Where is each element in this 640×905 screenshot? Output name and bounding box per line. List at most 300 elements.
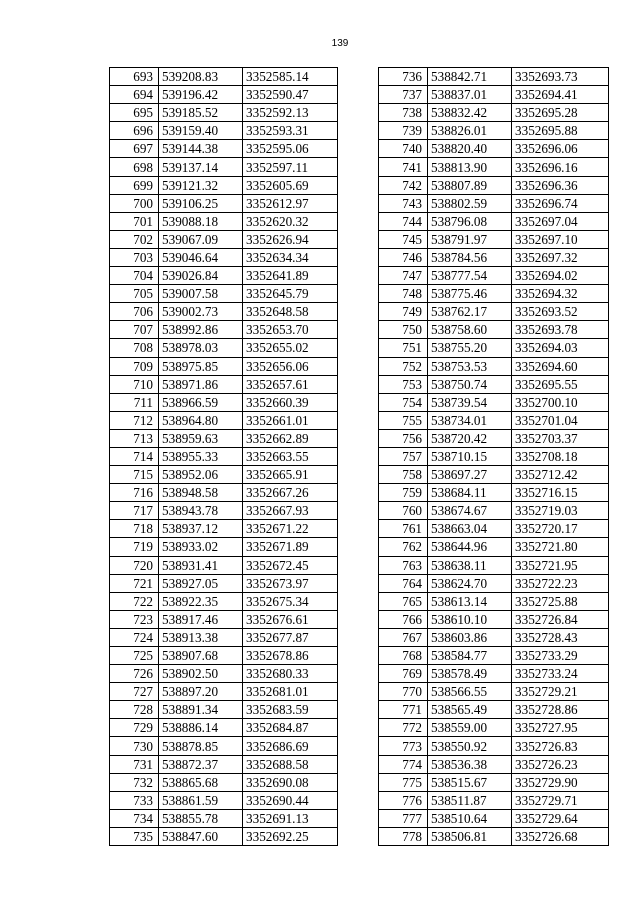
point-number-cell: 755: [379, 411, 428, 429]
point-number-cell: 729: [110, 719, 159, 737]
x-coordinate-cell: 538902.50: [159, 665, 243, 683]
table-row: [379, 447, 609, 465]
table-row: [110, 610, 338, 628]
y-coordinate-cell: 3352694.32: [512, 285, 609, 303]
y-coordinate-cell: 3352681.01: [243, 683, 338, 701]
y-coordinate-cell: 3352671.22: [243, 520, 338, 538]
table-row: [110, 230, 338, 248]
table-row: [110, 158, 338, 176]
x-coordinate-cell: 538807.89: [428, 176, 512, 194]
point-number-cell: 703: [110, 248, 159, 266]
x-coordinate-cell: 538734.01: [428, 411, 512, 429]
point-number-cell: 752: [379, 357, 428, 375]
table-row: [110, 357, 338, 375]
x-coordinate-cell: 538753.53: [428, 357, 512, 375]
point-number-cell: 716: [110, 484, 159, 502]
table-row: [379, 647, 609, 665]
table-row: [379, 122, 609, 140]
x-coordinate-cell: 538697.27: [428, 466, 512, 484]
y-coordinate-cell: 3352721.80: [512, 538, 609, 556]
y-coordinate-cell: 3352728.43: [512, 628, 609, 646]
page-number: 139: [331, 38, 349, 49]
table-row: [110, 773, 338, 791]
y-coordinate-cell: 3352667.93: [243, 502, 338, 520]
x-coordinate-cell: 538510.64: [428, 809, 512, 827]
x-coordinate-cell: 538511.87: [428, 791, 512, 809]
y-coordinate-cell: 3352595.06: [243, 140, 338, 158]
y-coordinate-cell: 3352645.79: [243, 285, 338, 303]
y-coordinate-cell: 3352676.61: [243, 610, 338, 628]
y-coordinate-cell: 3352733.29: [512, 647, 609, 665]
table-row: [379, 556, 609, 574]
x-coordinate-cell: 538775.46: [428, 285, 512, 303]
table-row: [379, 809, 609, 827]
y-coordinate-cell: 3352690.08: [243, 773, 338, 791]
table-row: [110, 194, 338, 212]
point-number-cell: 726: [110, 665, 159, 683]
y-coordinate-cell: 3352683.59: [243, 701, 338, 719]
y-coordinate-cell: 3352700.10: [512, 393, 609, 411]
y-coordinate-cell: 3352721.95: [512, 556, 609, 574]
x-coordinate-cell: 538927.05: [159, 574, 243, 592]
table-row: [379, 393, 609, 411]
table-row: [379, 628, 609, 646]
x-coordinate-cell: 538565.49: [428, 701, 512, 719]
point-number-cell: 711: [110, 393, 159, 411]
point-number-cell: 778: [379, 827, 428, 845]
table-row: [379, 140, 609, 158]
y-coordinate-cell: 3352719.03: [512, 502, 609, 520]
x-coordinate-cell: 538937.12: [159, 520, 243, 538]
table-row: [379, 737, 609, 755]
point-number-cell: 749: [379, 303, 428, 321]
y-coordinate-cell: 3352729.64: [512, 809, 609, 827]
table-row: [379, 86, 609, 104]
y-coordinate-cell: 3352678.86: [243, 647, 338, 665]
y-coordinate-cell: 3352585.14: [243, 68, 338, 86]
y-coordinate-cell: 3352696.36: [512, 176, 609, 194]
x-coordinate-cell: 539121.32: [159, 176, 243, 194]
table-row: [379, 755, 609, 773]
y-coordinate-cell: 3352729.71: [512, 791, 609, 809]
point-number-cell: 732: [110, 773, 159, 791]
point-number-cell: 696: [110, 122, 159, 140]
table-row: [110, 212, 338, 230]
point-number-cell: 765: [379, 592, 428, 610]
point-number-cell: 702: [110, 230, 159, 248]
y-coordinate-cell: 3352693.78: [512, 321, 609, 339]
table-row: [110, 665, 338, 683]
table-row: [110, 719, 338, 737]
y-coordinate-cell: 3352697.10: [512, 230, 609, 248]
y-coordinate-cell: 3352686.69: [243, 737, 338, 755]
x-coordinate-cell: 538515.67: [428, 773, 512, 791]
y-coordinate-cell: 3352694.02: [512, 267, 609, 285]
y-coordinate-cell: 3352701.04: [512, 411, 609, 429]
y-coordinate-cell: 3352590.47: [243, 86, 338, 104]
point-number-cell: 777: [379, 809, 428, 827]
x-coordinate-cell: 538878.85: [159, 737, 243, 755]
point-number-cell: 697: [110, 140, 159, 158]
y-coordinate-cell: 3352661.01: [243, 411, 338, 429]
y-coordinate-cell: 3352703.37: [512, 429, 609, 447]
point-number-cell: 719: [110, 538, 159, 556]
y-coordinate-cell: 3352673.97: [243, 574, 338, 592]
x-coordinate-cell: 538802.59: [428, 194, 512, 212]
y-coordinate-cell: 3352648.58: [243, 303, 338, 321]
point-number-cell: 730: [110, 737, 159, 755]
x-coordinate-cell: 538820.40: [428, 140, 512, 158]
point-number-cell: 699: [110, 176, 159, 194]
x-coordinate-cell: 538872.37: [159, 755, 243, 773]
point-number-cell: 706: [110, 303, 159, 321]
point-number-cell: 693: [110, 68, 159, 86]
table-row: [379, 158, 609, 176]
x-coordinate-cell: 538791.97: [428, 230, 512, 248]
point-number-cell: 735: [110, 827, 159, 845]
y-coordinate-cell: 3352695.88: [512, 122, 609, 140]
point-number-cell: 728: [110, 701, 159, 719]
x-coordinate-cell: 538796.08: [428, 212, 512, 230]
x-coordinate-cell: 538907.68: [159, 647, 243, 665]
table-row: [379, 773, 609, 791]
x-coordinate-cell: 539137.14: [159, 158, 243, 176]
point-number-cell: 763: [379, 556, 428, 574]
point-number-cell: 774: [379, 755, 428, 773]
table-row: [379, 68, 609, 86]
x-coordinate-cell: 538826.01: [428, 122, 512, 140]
y-coordinate-cell: 3352662.89: [243, 429, 338, 447]
table-row: [379, 303, 609, 321]
x-coordinate-cell: 538931.41: [159, 556, 243, 574]
y-coordinate-cell: 3352693.52: [512, 303, 609, 321]
table-row: [110, 628, 338, 646]
x-coordinate-cell: 538813.90: [428, 158, 512, 176]
table-row: [379, 212, 609, 230]
table-row: [379, 285, 609, 303]
point-number-cell: 768: [379, 647, 428, 665]
table-row: [110, 701, 338, 719]
y-coordinate-cell: 3352634.34: [243, 248, 338, 266]
y-coordinate-cell: 3352726.84: [512, 610, 609, 628]
point-number-cell: 724: [110, 628, 159, 646]
point-number-cell: 721: [110, 574, 159, 592]
table-row: [379, 610, 609, 628]
point-number-cell: 742: [379, 176, 428, 194]
table-row: [110, 447, 338, 465]
table-row: [110, 68, 338, 86]
point-number-cell: 734: [110, 809, 159, 827]
y-coordinate-cell: 3352667.26: [243, 484, 338, 502]
table-row: [379, 791, 609, 809]
point-number-cell: 770: [379, 683, 428, 701]
point-number-cell: 743: [379, 194, 428, 212]
y-coordinate-cell: 3352692.25: [243, 827, 338, 845]
x-coordinate-cell: 538710.15: [428, 447, 512, 465]
x-coordinate-cell: 538584.77: [428, 647, 512, 665]
table-row: [110, 466, 338, 484]
x-coordinate-cell: 539106.25: [159, 194, 243, 212]
table-row: [110, 574, 338, 592]
x-coordinate-cell: 538847.60: [159, 827, 243, 845]
point-number-cell: 740: [379, 140, 428, 158]
table-row: [110, 176, 338, 194]
x-coordinate-cell: 538861.59: [159, 791, 243, 809]
point-number-cell: 705: [110, 285, 159, 303]
table-row: [379, 321, 609, 339]
point-number-cell: 714: [110, 447, 159, 465]
y-coordinate-cell: 3352620.32: [243, 212, 338, 230]
y-coordinate-cell: 3352697.04: [512, 212, 609, 230]
table-row: [110, 556, 338, 574]
point-number-cell: 710: [110, 375, 159, 393]
point-number-cell: 750: [379, 321, 428, 339]
table-row: [379, 574, 609, 592]
x-coordinate-cell: 538952.06: [159, 466, 243, 484]
table-row: [379, 827, 609, 845]
table-row: [379, 104, 609, 122]
point-number-cell: 756: [379, 429, 428, 447]
y-coordinate-cell: 3352729.21: [512, 683, 609, 701]
point-number-cell: 771: [379, 701, 428, 719]
y-coordinate-cell: 3352660.39: [243, 393, 338, 411]
y-coordinate-cell: 3352696.06: [512, 140, 609, 158]
x-coordinate-cell: 538758.60: [428, 321, 512, 339]
x-coordinate-cell: 538578.49: [428, 665, 512, 683]
point-number-cell: 751: [379, 339, 428, 357]
point-number-cell: 708: [110, 339, 159, 357]
table-row: [110, 104, 338, 122]
point-number-cell: 766: [379, 610, 428, 628]
table-row: [379, 411, 609, 429]
y-coordinate-cell: 3352696.74: [512, 194, 609, 212]
y-coordinate-cell: 3352684.87: [243, 719, 338, 737]
table-row: [110, 321, 338, 339]
x-coordinate-cell: 538955.33: [159, 447, 243, 465]
point-number-cell: 738: [379, 104, 428, 122]
x-coordinate-cell: 538684.11: [428, 484, 512, 502]
table-row: [110, 683, 338, 701]
point-number-cell: 733: [110, 791, 159, 809]
point-number-cell: 717: [110, 502, 159, 520]
point-number-cell: 723: [110, 610, 159, 628]
x-coordinate-cell: 538917.46: [159, 610, 243, 628]
x-coordinate-cell: 538674.67: [428, 502, 512, 520]
y-coordinate-cell: 3352726.68: [512, 827, 609, 845]
y-coordinate-cell: 3352726.83: [512, 737, 609, 755]
table-row: [110, 375, 338, 393]
y-coordinate-cell: 3352677.87: [243, 628, 338, 646]
table-row: [110, 122, 338, 140]
table-row: [110, 647, 338, 665]
point-number-cell: 758: [379, 466, 428, 484]
table-row: [379, 502, 609, 520]
point-number-cell: 736: [379, 68, 428, 86]
x-coordinate-cell: 538975.85: [159, 357, 243, 375]
point-number-cell: 731: [110, 755, 159, 773]
x-coordinate-cell: 538842.71: [428, 68, 512, 86]
table-row: [110, 520, 338, 538]
point-number-cell: 722: [110, 592, 159, 610]
point-number-cell: 720: [110, 556, 159, 574]
x-coordinate-cell: 538777.54: [428, 267, 512, 285]
x-coordinate-cell: 539026.84: [159, 267, 243, 285]
x-coordinate-cell: 539046.64: [159, 248, 243, 266]
x-coordinate-cell: 538978.03: [159, 339, 243, 357]
table-row: [110, 303, 338, 321]
table-row: [110, 339, 338, 357]
y-coordinate-cell: 3352725.88: [512, 592, 609, 610]
x-coordinate-cell: 538891.34: [159, 701, 243, 719]
x-coordinate-cell: 538739.54: [428, 393, 512, 411]
y-coordinate-cell: 3352665.91: [243, 466, 338, 484]
table-row: [379, 665, 609, 683]
y-coordinate-cell: 3352727.95: [512, 719, 609, 737]
x-coordinate-cell: 539196.42: [159, 86, 243, 104]
x-coordinate-cell: 538959.63: [159, 429, 243, 447]
table-row: [110, 791, 338, 809]
x-coordinate-cell: 539007.58: [159, 285, 243, 303]
x-coordinate-cell: 538762.17: [428, 303, 512, 321]
table-row: [110, 502, 338, 520]
point-number-cell: 695: [110, 104, 159, 122]
x-coordinate-cell: 539159.40: [159, 122, 243, 140]
point-number-cell: 700: [110, 194, 159, 212]
x-coordinate-cell: 539185.52: [159, 104, 243, 122]
y-coordinate-cell: 3352690.44: [243, 791, 338, 809]
table-row: [110, 737, 338, 755]
point-number-cell: 747: [379, 267, 428, 285]
point-number-cell: 707: [110, 321, 159, 339]
point-number-cell: 704: [110, 267, 159, 285]
y-coordinate-cell: 3352592.13: [243, 104, 338, 122]
x-coordinate-cell: 538992.86: [159, 321, 243, 339]
y-coordinate-cell: 3352728.86: [512, 701, 609, 719]
table-row: [110, 140, 338, 158]
point-number-cell: 767: [379, 628, 428, 646]
y-coordinate-cell: 3352663.55: [243, 447, 338, 465]
x-coordinate-cell: 538506.81: [428, 827, 512, 845]
y-coordinate-cell: 3352694.60: [512, 357, 609, 375]
y-coordinate-cell: 3352716.15: [512, 484, 609, 502]
point-number-cell: 712: [110, 411, 159, 429]
y-coordinate-cell: 3352726.23: [512, 755, 609, 773]
y-coordinate-cell: 3352712.42: [512, 466, 609, 484]
point-number-cell: 764: [379, 574, 428, 592]
y-coordinate-cell: 3352733.24: [512, 665, 609, 683]
x-coordinate-cell: 539067.09: [159, 230, 243, 248]
x-coordinate-cell: 538644.96: [428, 538, 512, 556]
x-coordinate-cell: 538624.70: [428, 574, 512, 592]
table-row: [110, 248, 338, 266]
x-coordinate-cell: 538536.38: [428, 755, 512, 773]
point-number-cell: 769: [379, 665, 428, 683]
table-row: [379, 466, 609, 484]
point-number-cell: 760: [379, 502, 428, 520]
table-row: [110, 411, 338, 429]
table-row: [379, 339, 609, 357]
y-coordinate-cell: 3352691.13: [243, 809, 338, 827]
x-coordinate-cell: 538750.74: [428, 375, 512, 393]
y-coordinate-cell: 3352612.97: [243, 194, 338, 212]
point-number-cell: 715: [110, 466, 159, 484]
table-row: [379, 592, 609, 610]
table-row: [379, 701, 609, 719]
point-number-cell: 753: [379, 375, 428, 393]
table-row: [110, 429, 338, 447]
y-coordinate-cell: 3352671.89: [243, 538, 338, 556]
y-coordinate-cell: 3352696.16: [512, 158, 609, 176]
coordinate-table-right: [378, 67, 609, 846]
x-coordinate-cell: 538948.58: [159, 484, 243, 502]
point-number-cell: 698: [110, 158, 159, 176]
table-row: [110, 755, 338, 773]
x-coordinate-cell: 538610.10: [428, 610, 512, 628]
y-coordinate-cell: 3352641.89: [243, 267, 338, 285]
y-coordinate-cell: 3352729.90: [512, 773, 609, 791]
point-number-cell: 713: [110, 429, 159, 447]
point-number-cell: 709: [110, 357, 159, 375]
table-row: [110, 592, 338, 610]
x-coordinate-cell: 539002.73: [159, 303, 243, 321]
table-row: [379, 176, 609, 194]
x-coordinate-cell: 538638.11: [428, 556, 512, 574]
table-row: [110, 267, 338, 285]
y-coordinate-cell: 3352694.41: [512, 86, 609, 104]
point-number-cell: 718: [110, 520, 159, 538]
x-coordinate-cell: 538971.86: [159, 375, 243, 393]
x-coordinate-cell: 538943.78: [159, 502, 243, 520]
point-number-cell: 761: [379, 520, 428, 538]
table-row: [379, 230, 609, 248]
point-number-cell: 773: [379, 737, 428, 755]
point-number-cell: 757: [379, 447, 428, 465]
table-row: [379, 719, 609, 737]
point-number-cell: 772: [379, 719, 428, 737]
table-row: [110, 86, 338, 104]
point-number-cell: 737: [379, 86, 428, 104]
y-coordinate-cell: 3352695.28: [512, 104, 609, 122]
y-coordinate-cell: 3352675.34: [243, 592, 338, 610]
x-coordinate-cell: 538897.20: [159, 683, 243, 701]
y-coordinate-cell: 3352680.33: [243, 665, 338, 683]
x-coordinate-cell: 538837.01: [428, 86, 512, 104]
point-number-cell: 776: [379, 791, 428, 809]
table-row: [110, 827, 338, 845]
x-coordinate-cell: 538886.14: [159, 719, 243, 737]
point-number-cell: 739: [379, 122, 428, 140]
y-coordinate-cell: 3352694.03: [512, 339, 609, 357]
y-coordinate-cell: 3352693.73: [512, 68, 609, 86]
x-coordinate-cell: 538603.86: [428, 628, 512, 646]
point-number-cell: 725: [110, 647, 159, 665]
table-row: [110, 538, 338, 556]
x-coordinate-cell: 538663.04: [428, 520, 512, 538]
table-row: [379, 520, 609, 538]
point-number-cell: 745: [379, 230, 428, 248]
x-coordinate-cell: 538550.92: [428, 737, 512, 755]
y-coordinate-cell: 3352697.32: [512, 248, 609, 266]
table-row: [379, 538, 609, 556]
point-number-cell: 694: [110, 86, 159, 104]
y-coordinate-cell: 3352708.18: [512, 447, 609, 465]
y-coordinate-cell: 3352672.45: [243, 556, 338, 574]
table-row: [110, 285, 338, 303]
table-row: [379, 683, 609, 701]
y-coordinate-cell: 3352695.55: [512, 375, 609, 393]
x-coordinate-cell: 539088.18: [159, 212, 243, 230]
y-coordinate-cell: 3352605.69: [243, 176, 338, 194]
